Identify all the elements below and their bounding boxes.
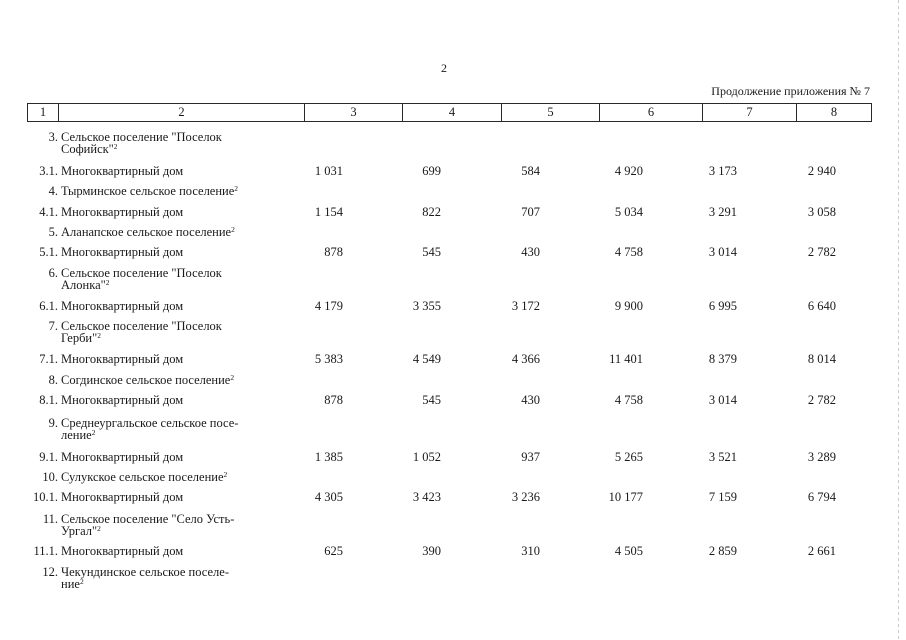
value-col-4: 390 xyxy=(422,544,441,558)
appendix-caption: Продолжение приложения № 7 xyxy=(711,84,870,98)
header-cell-1: 1 xyxy=(28,104,59,122)
value-col-3: 5 383 xyxy=(314,352,343,366)
value-col-3: 4 305 xyxy=(314,490,343,504)
value-col-5: 4 366 xyxy=(511,352,540,366)
value-col-6: 4 758 xyxy=(614,393,643,407)
row-number: 6. xyxy=(48,266,58,280)
footnote-marker: 2 xyxy=(97,524,101,533)
value-col-3: 878 xyxy=(324,393,343,407)
row-number: 5. xyxy=(48,225,58,239)
value-col-7: 2 859 xyxy=(708,544,737,558)
value-col-6: 4 505 xyxy=(614,544,643,558)
row-name: Многоквартирный дом xyxy=(61,393,184,407)
value-col-7: 3 014 xyxy=(708,393,737,407)
row-name: Сельское поселение "Поселок Герби"$^2$ xyxy=(61,319,222,345)
value-col-8: 8 014 xyxy=(807,352,836,366)
value-col-4: 699 xyxy=(422,164,441,178)
row-name: Среднеургальское сельское посе- ление$^2$ xyxy=(61,416,239,442)
row-number: 4. xyxy=(48,184,58,198)
value-col-5: 584 xyxy=(521,164,540,178)
row-name: Сельское поселение "Село Усть- Ургал"$^2$ xyxy=(61,512,235,538)
value-col-7: 3 521 xyxy=(708,450,737,464)
row-number: 7.1. xyxy=(39,352,58,366)
row-name: Многоквартирный дом xyxy=(61,450,184,464)
value-col-4: 1 052 xyxy=(412,450,441,464)
footnote-marker: 2 xyxy=(91,428,96,437)
header-cell-8: 8 xyxy=(797,104,872,122)
value-col-6: 5 265 xyxy=(614,450,643,464)
value-col-6: 4 920 xyxy=(614,164,643,178)
row-number: 11. xyxy=(42,512,58,526)
row-name: Сулукское сельское поселение$^2$ xyxy=(61,470,228,484)
footnote-marker: 2 xyxy=(230,373,235,382)
row-name: Сельское поселение "Поселок Софийск"$^2$ xyxy=(61,130,222,156)
header-cell-6: 6 xyxy=(600,104,703,122)
value-col-5: 310 xyxy=(521,544,540,558)
footnote-marker: 2 xyxy=(223,470,228,479)
footnote-marker: 2 xyxy=(113,142,118,151)
value-col-8: 2 782 xyxy=(807,393,836,407)
value-col-5: 430 xyxy=(521,393,540,407)
value-col-3: 4 179 xyxy=(314,299,343,313)
value-col-6: 5 034 xyxy=(614,205,643,219)
scan-edge xyxy=(898,0,899,640)
row-name: Многоквартирный дом xyxy=(61,544,184,558)
header-row xyxy=(28,104,872,122)
header-cell-5: 5 xyxy=(502,104,600,122)
value-col-7: 3 173 xyxy=(708,164,737,178)
footnote-marker: 2 xyxy=(105,278,110,287)
value-col-3: 1 031 xyxy=(314,164,343,178)
value-col-5: 430 xyxy=(521,245,540,259)
footnote-marker: 2 xyxy=(231,225,235,234)
row-number: 5.1. xyxy=(39,245,58,259)
row-name: Многоквартирный дом xyxy=(61,205,184,219)
page-number: 2 xyxy=(441,61,447,75)
value-col-4: 545 xyxy=(422,245,441,259)
row-number: 8.1. xyxy=(39,393,58,407)
value-col-8: 2 940 xyxy=(807,164,836,178)
value-col-4: 3 355 xyxy=(412,299,441,313)
row-name: Аланапское сельское поселение$^2$ xyxy=(61,225,235,239)
value-col-5: 3 172 xyxy=(511,299,540,313)
value-col-4: 4 549 xyxy=(412,352,441,366)
row-number: 4.1. xyxy=(39,205,58,219)
value-col-5: 3 236 xyxy=(511,490,540,504)
value-col-7: 6 995 xyxy=(708,299,737,313)
value-col-4: 545 xyxy=(422,393,441,407)
row-name: Многоквартирный дом xyxy=(61,352,184,366)
row-name: Многоквартирный дом xyxy=(61,245,184,259)
row-number: 10.1. xyxy=(33,490,58,504)
row-name: Многоквартирный дом xyxy=(61,299,184,313)
row-number: 11.1. xyxy=(33,544,58,558)
value-col-8: 3 058 xyxy=(807,205,836,219)
row-name: Чекундинское сельское поселе- ние$^2$ xyxy=(61,565,230,591)
footnote-marker: 2 xyxy=(97,331,101,340)
column-header-table xyxy=(27,103,872,122)
header-cell-4: 4 xyxy=(403,104,502,122)
value-col-5: 707 xyxy=(521,205,540,219)
value-col-6: 9 900 xyxy=(614,299,643,313)
row-number: 7. xyxy=(48,319,58,333)
footnote-marker: 2 xyxy=(79,577,84,586)
value-col-4: 3 423 xyxy=(412,490,441,504)
row-name: Многоквартирный дом xyxy=(61,164,184,178)
header-cell-3: 3 xyxy=(305,104,403,122)
header-cell-7: 7 xyxy=(703,104,797,122)
row-number: 12. xyxy=(42,565,58,579)
row-number: 10. xyxy=(42,470,58,484)
row-number: 3. xyxy=(48,130,58,144)
value-col-8: 3 289 xyxy=(807,450,836,464)
value-col-7: 3 014 xyxy=(708,245,737,259)
value-col-6: 10 177 xyxy=(608,490,643,504)
header-cell-2: 2 xyxy=(59,104,305,122)
row-number: 3.1. xyxy=(39,164,58,178)
value-col-8: 6 640 xyxy=(807,299,836,313)
row-number: 8. xyxy=(48,373,58,387)
footnote-marker: 2 xyxy=(234,184,239,193)
value-col-6: 4 758 xyxy=(614,245,643,259)
row-number: 6.1. xyxy=(39,299,58,313)
value-col-3: 878 xyxy=(324,245,343,259)
row-number: 9.1. xyxy=(39,450,58,464)
row-name: Согдинское сельское поселение$^2$ xyxy=(61,373,235,387)
row-name: Многоквартирный дом xyxy=(61,490,184,504)
row-name: Тырминское сельское поселение$^2$ xyxy=(61,184,239,198)
value-col-4: 822 xyxy=(422,205,441,219)
row-number: 9. xyxy=(48,416,58,430)
value-col-5: 937 xyxy=(521,450,540,464)
value-col-7: 3 291 xyxy=(708,205,737,219)
value-col-7: 8 379 xyxy=(708,352,737,366)
row-name: Сельское поселение "Поселок Алонка"$^2$ xyxy=(61,266,222,292)
value-col-6: 11 401 xyxy=(609,352,643,366)
value-col-8: 6 794 xyxy=(807,490,836,504)
value-col-8: 2 661 xyxy=(807,544,836,558)
value-col-7: 7 159 xyxy=(708,490,737,504)
value-col-8: 2 782 xyxy=(807,245,836,259)
value-col-3: 625 xyxy=(324,544,343,558)
value-col-3: 1 385 xyxy=(314,450,343,464)
value-col-3: 1 154 xyxy=(314,205,343,219)
